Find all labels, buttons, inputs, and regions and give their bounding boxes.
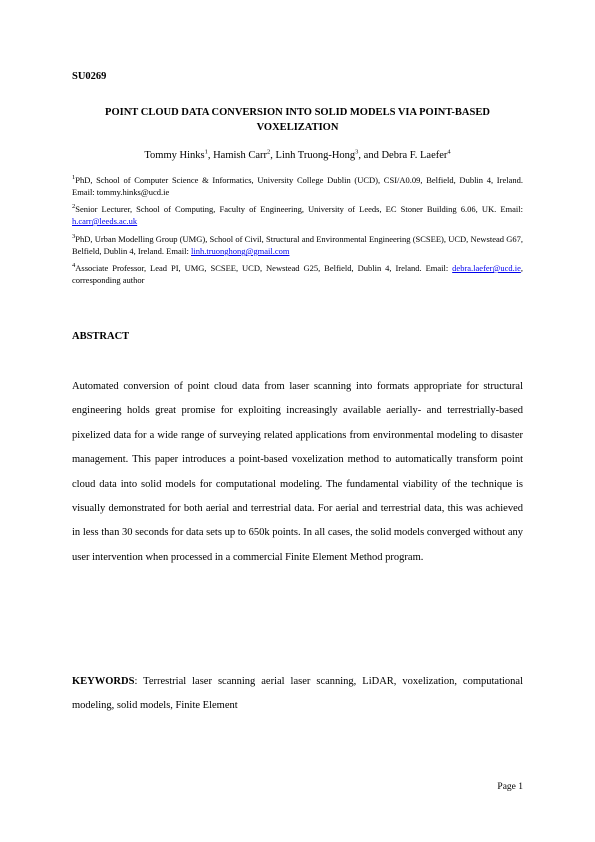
abstract-heading: ABSTRACT: [72, 331, 130, 342]
affiliation-text: PhD, Urban Modelling Group (UMG), School of Civil, Structural and Environmental Engineering (SCSEE), UCD, Newstead G67, Belfield, Dublin 4, Ireland. Email:: [72, 234, 523, 256]
email-link[interactable]: linh.truonghong@gmail.com: [190, 246, 290, 256]
affiliation-3: [72, 233, 523, 257]
affiliation-superscript: 2: [72, 203, 76, 211]
author-superscript: 3: [355, 148, 359, 156]
affiliation-text: Associate Professor, Lead PI, UMG, SCSEE, UCD, Newstead G25, Belfield, Dublin 4, Ireland. Email:: [75, 263, 453, 273]
author-name: Hamish Carr: [213, 150, 268, 161]
email-link[interactable]: debra.laefer@ucd.ie: [452, 263, 521, 273]
page-number: Page 1: [497, 782, 523, 792]
paper-title: POINT CLOUD DATA CONVERSION INTO SOLID MODELS VIA POINT-BASED VOXELIZATION: [105, 107, 490, 133]
author-separator: ,: [270, 150, 276, 161]
keywords: [72, 670, 523, 719]
author-superscript: 2: [267, 148, 271, 156]
author-name: Debra F. Laefer: [381, 150, 448, 161]
affiliation-1: [72, 174, 523, 198]
affiliation-superscript: 1: [72, 174, 76, 182]
affiliation-superscript: 3: [72, 233, 76, 241]
author-superscript: 1: [204, 148, 208, 156]
affiliation-4: [72, 262, 523, 286]
author-list: [72, 150, 523, 161]
keywords-separator: :: [134, 676, 144, 687]
author-name: Tommy Hinks: [144, 150, 205, 161]
affiliation-note: , corresponding author: [72, 263, 523, 285]
affiliation-2: [72, 203, 523, 227]
email-link[interactable]: h.carr@leeds.ac.uk: [72, 216, 138, 226]
author-separator: , and: [358, 150, 382, 161]
author-name: Linh Truong-Hong: [275, 150, 356, 161]
affiliation-text: PhD, School of Computer Science & Informatics, University College Dublin (UCD), CSI/A0.09, Belfield, Dublin 4, Ireland. Email: tommy.hinks@ucd.ie: [72, 175, 523, 197]
abstract-body: Automated conversion of point cloud data from laser scanning into formats appropriate for structural engineering holds great promise for exploiting increasingly available aerially- and terrestrially-based pixelized data for a wide range of surveying related applications from environmental modeling to disaster management. This paper introduces a point-based voxelization method to automatically transform point cloud data into solid models for computational modeling. The fundamental viability of the technique is visually demonstrated for both aerial and terrestrial data. For aerial and terrestrial data, this was achieved in less than 30 seconds for data sets up to 650k points. In all cases, the solid models converged without any user intervention when processed in a commercial Finite Element Method program.: [72, 381, 523, 563]
keywords-label: KEYWORDS: [72, 676, 135, 687]
affiliation-text: Senior Lecturer, School of Computing, Faculty of Engineering, University of Leeds, EC Stoner Building 6.06, UK. Email:: [75, 204, 523, 214]
author-superscript: 4: [447, 148, 451, 156]
keywords-text: Terrestrial laser scanning aerial laser scanning, LiDAR, voxelization, computational modeling, solid models, Finite Element: [72, 676, 523, 712]
paper-id: SU0269: [72, 71, 107, 82]
affiliation-superscript: 4: [72, 262, 76, 270]
author-separator: ,: [207, 150, 214, 161]
